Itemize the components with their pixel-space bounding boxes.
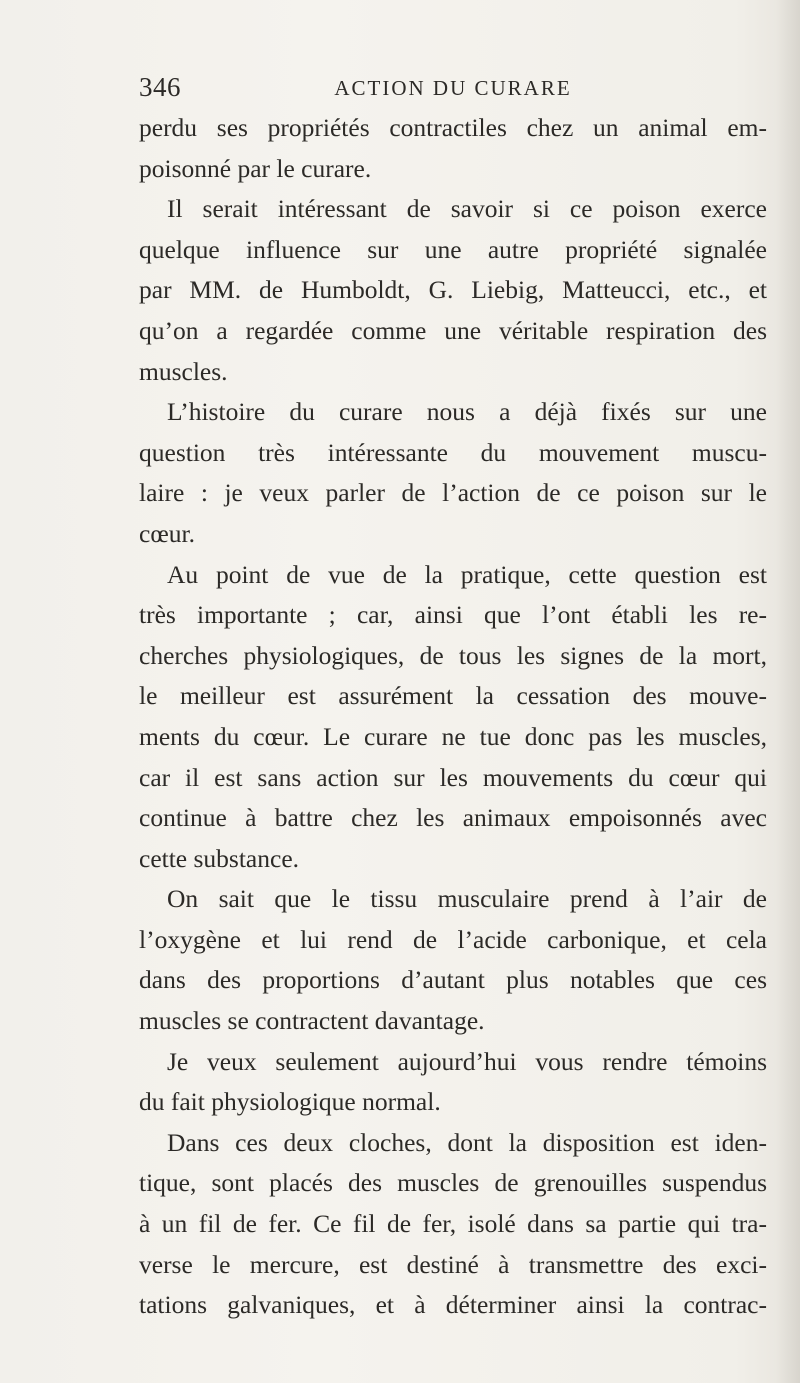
- text-line: verse le mercure, est destiné à transmettre des exci-: [139, 1249, 767, 1279]
- text-line: poisonné par le curare.: [139, 153, 372, 183]
- text-line: très importante ; car, ainsi que l’ont établi les re-: [139, 600, 767, 630]
- text-line: cette substance.: [139, 843, 300, 873]
- text-line: car il est sans action sur les mouvements du cœur qui: [139, 762, 767, 792]
- text-line: muscles se contractent davantage.: [139, 1006, 485, 1036]
- text-line: quelque influence sur une autre propriété signalée: [139, 234, 767, 264]
- text-line: Au point de vue de la pratique, cette question est: [167, 559, 767, 589]
- text-line: qu’on a regardée comme une véritable respiration des: [139, 315, 767, 345]
- text-line: L’histoire du curare nous a déjà fixés sur une: [167, 397, 767, 427]
- text-line: par MM. de Humboldt, G. Liebig, Matteucci, etc., et: [139, 275, 767, 305]
- text-line: tations galvaniques, et à déterminer ainsi la contrac-: [139, 1290, 767, 1320]
- text-line: continue à battre chez les animaux empoisonnés avec: [139, 803, 767, 833]
- text-line: l’oxygène et lui rend de l’acide carbonique, et cela: [139, 924, 767, 954]
- text-line: Je veux seulement aujourd’hui vous rendre témoins: [167, 1046, 767, 1076]
- text-line: perdu ses propriétés contractiles chez un animal em-: [139, 113, 767, 142]
- page-edge-shadow: [776, 0, 800, 1383]
- text-line: Il serait intéressant de savoir si ce poison exerce: [167, 194, 767, 224]
- text-line: tique, sont placés des muscles de grenouilles suspendus: [139, 1168, 767, 1198]
- text-line: cherches physiologiques, de tous les signes de la mort,: [139, 640, 767, 670]
- text-line: Dans ces deux cloches, dont la disposition est iden-: [167, 1127, 767, 1157]
- text-line: le meilleur est assurément la cessation des mouve-: [139, 681, 767, 711]
- running-title: ACTION DU CURARE: [334, 76, 572, 100]
- text-line: dans des proportions d’autant plus notables que ces: [139, 965, 767, 995]
- body-text: [139, 108, 767, 1326]
- text-line: cœur.: [139, 518, 195, 548]
- page-number: 346: [139, 72, 181, 102]
- text-line: muscles.: [139, 356, 228, 386]
- page-header: [139, 72, 767, 112]
- text-line: On sait que le tissu musculaire prend à l’air de: [167, 884, 767, 914]
- text-line: laire : je veux parler de l’action de ce poison sur le: [139, 478, 767, 508]
- text-line: question très intéressante du mouvement muscu-: [139, 437, 767, 467]
- text-line: à un fil de fer. Ce fil de fer, isolé dans sa partie qui tra-: [139, 1209, 767, 1239]
- text-line: ments du cœur. Le curare ne tue donc pas les muscles,: [139, 721, 767, 751]
- text-line: du fait physiologique normal.: [139, 1087, 441, 1117]
